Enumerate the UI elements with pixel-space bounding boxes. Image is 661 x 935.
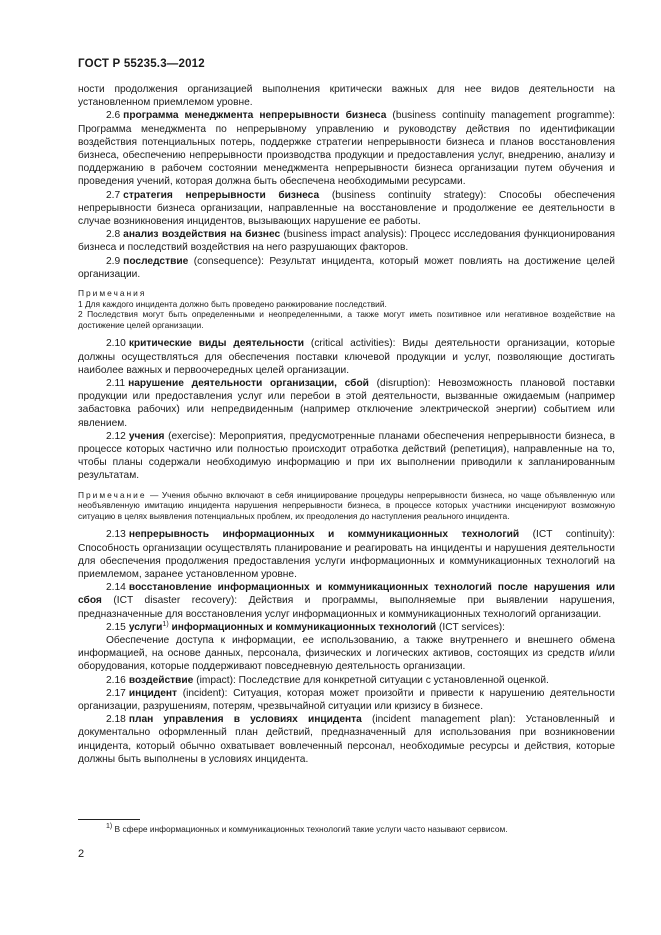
term-definition: (exercise): Мероприятия, предусмотренные планами обеспечения непрерывности бизнеса, в процессе которых частично или полностью происходит отработка действий (репетиция), направленные на то, чтобы планы содержали необходимую информацию и при их выполнении приводили к запланированным результатам.	[78, 430, 615, 482]
term-2-18	[78, 713, 615, 766]
term-number: 2.8	[106, 229, 121, 241]
footnote-mark: 1)	[106, 823, 113, 830]
term-2-8	[78, 228, 615, 254]
term-name: воздействие	[128, 674, 194, 686]
term-name: последствие	[123, 255, 189, 267]
note-exercise	[78, 490, 615, 522]
term-definition: (ICT continuity): Способность организации осуществлять планирование и реагировать на инциденты и нарушения деятельности для обеспечения продолжения предоставления услуги информационных и коммуникационных технологий на приемлемом, заранее установленном уровне.	[78, 529, 615, 581]
term-definition: (ICT services):	[436, 621, 506, 633]
term-number: 2.15	[106, 621, 126, 633]
document-body	[78, 83, 615, 766]
term-number: 2.11	[106, 378, 126, 390]
term-name: услуги	[128, 621, 163, 633]
term-definition: (consequence): Результат инцидента, который может повлиять на достижение целей организации.	[78, 255, 615, 280]
term-definition: (business continuity management programme): Программа менеджмента по непрерывному управлению и руководству действия по идентификации воздействия потенциальных потерь, поддержке стратегии непрерывности бизнеса и планов восстановления бизнеса, обеспечению непрерывности производства продукции и предоставления услуг, внедрению, анализу и поддержанию в рабочем состоянии менеджмента непрерывности бизнеса организации путем обучения и проведения учений, которая должна быть обеспечена необходимыми ресурсами.	[78, 110, 616, 188]
term-number: 2.10	[106, 338, 126, 350]
term-name: инцидент	[128, 687, 178, 699]
term-2-16	[78, 674, 615, 687]
term-definition: (impact): Последствие для конкретной ситуации с установленной оценкой.	[193, 674, 549, 686]
term-2-12	[78, 430, 615, 483]
note-label: Примечание	[78, 489, 147, 500]
term-number: 2.6	[106, 110, 121, 122]
footnote-ref[interactable]: 1)	[162, 620, 169, 628]
term-number: 2.13	[106, 529, 126, 541]
term-name: нарушение деятельности организации, сбой	[128, 378, 369, 390]
term-2-13	[78, 528, 615, 581]
term-2-17	[78, 687, 615, 713]
term-2-9	[78, 255, 615, 281]
term-number: 2.18	[106, 714, 126, 726]
footnote-text: В сфере информационных и коммуникационных технологий такие услуги часто называют сервисом.	[112, 824, 508, 834]
paragraph-continuation: ности продолжения организацией выполнения критически важных для нее видов деятельности на установленном приемлемом уровне.	[78, 84, 615, 109]
notes-label: Примечания	[78, 288, 147, 299]
term-number: 2.16	[106, 674, 126, 686]
term-number: 2.7	[106, 189, 121, 201]
document-header: ГОСТ Р 55235.3—2012	[78, 58, 205, 70]
term-2-15	[78, 621, 615, 634]
term-name-cont: информационных и коммуникационных технологий	[168, 621, 437, 633]
term-2-10	[78, 337, 615, 377]
term-name: восстановление информационных и коммуникационных технологий после нарушения или сбоя	[78, 582, 615, 607]
term-definition: (incident management plan): Установленный и документально оформленный план действий, предназначенный для использования при возникновении инцидента, который обычно охватывает вовлеченный персонал, необходимые ресурсы и действия, которые должны быть выполнены в условиях инцидента.	[78, 714, 615, 765]
term-number: 2.9	[106, 255, 121, 267]
term-definition: (disruption): Невозможность плановой поставки продукции или предоставления услуг или перебои в этой деятельности, вызванные ожидаемым (например забастовка рабочих) или непредвиденным (например отключение электрической энергии) событием или явлением.	[78, 378, 615, 429]
term-definition: (critical activities): Виды деятельности организации, которые должны осуществляться для обеспечения поставки ключевой продукции и услуг, позволяющие достигать наиболее важных и первоочередных целей организации.	[78, 338, 615, 376]
term-definition: (business continuity strategy): Способы обеспечения непрерывности бизнеса организации, направленные на восстановление и продолжение ее деятельности в случае возникновения инцидентов, вызывающих нарушение ее работы.	[78, 189, 615, 228]
term-definition: (incident): Ситуация, которая может произойти и привести к нарушению деятельности организации, разрушениям, потерям, чрезвычайной ситуации или кризису в бизнесе.	[78, 687, 615, 713]
term-name: критические виды деятельности	[128, 338, 304, 350]
term-2-14	[78, 581, 615, 621]
term-name: учения	[128, 430, 165, 442]
term-name: стратегия непрерывности бизнеса	[123, 189, 320, 201]
term-definition: (business impact analysis): Процесс исследования функционирования бизнеса и последствий воздействия на него разрушающих факторов.	[78, 229, 615, 254]
term-name: непрерывность информационных и коммуникационных технологий	[128, 529, 520, 541]
note-1: 1 Для каждого инцидента должно быть проведено ранжирование последствий.	[78, 298, 387, 309]
term-number: 2.14	[106, 582, 126, 594]
term-2-15-definition: Обеспечение доступа к информации, ее использованию, а также внутреннего и внешнего обмена информацией, на основе данных, персонала, физических и логических активов, состоящих из средств и/или оборудования, которые поддерживают повседневную деятельность организации.	[78, 635, 615, 673]
term-2-6	[78, 109, 615, 188]
term-name: план управления в условиях инцидента	[128, 714, 362, 726]
page-number: 2	[78, 848, 85, 860]
term-2-11	[78, 377, 615, 430]
notes-block	[78, 288, 615, 330]
footnote-divider	[78, 819, 140, 820]
footnote	[78, 824, 615, 835]
term-2-7	[78, 189, 615, 229]
term-number: 2.12	[106, 430, 126, 442]
note-text: — Учения обычно включают в себя инициирование процедуры непрерывности бизнеса, но чаще объявленную или необъявленную имитацию инцидента нарушения непрерывности бизнеса, в процессе которых участники инсценируют возможную ситуацию в целях выявления потенциальных проблем, их преодоления до наступления реального инцидента.	[78, 489, 615, 521]
term-name: анализ воздействия на бизнес	[123, 229, 281, 241]
note-2: 2 Последствия могут быть определенными и неопределенными, а также могут иметь позитивное или негативное воздействие на достижение целей организации.	[78, 309, 615, 330]
term-definition: (ICT disaster recovery): Действия и программы, выполняемые при выявлении нарушения, предназначенные для восстановления услуг информационных и коммуникационных технологий организации.	[78, 595, 615, 620]
term-number: 2.17	[106, 687, 126, 699]
term-name: программа менеджмента непрерывности бизнеса	[123, 110, 387, 122]
